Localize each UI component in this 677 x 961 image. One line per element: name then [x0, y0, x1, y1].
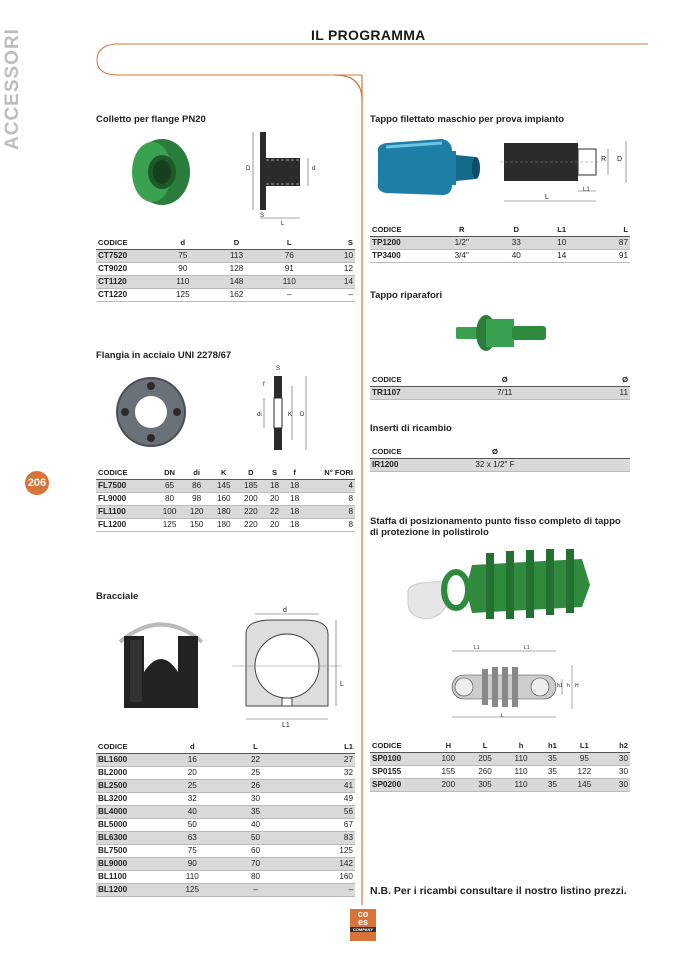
colletto-product-image	[122, 135, 192, 210]
cell: 1/2"	[430, 236, 494, 249]
cell: TR1107	[370, 386, 450, 399]
cell: 40	[229, 818, 283, 831]
cell: 155	[430, 765, 467, 778]
table-row	[96, 288, 355, 301]
cell: 32 x 1/2" F	[450, 458, 540, 471]
col-header: D	[237, 467, 264, 479]
bracciale-dim-L: L	[340, 681, 344, 688]
cell: 220	[237, 518, 264, 531]
tappo-filettato-product-image	[372, 133, 482, 203]
cell: 35	[539, 752, 566, 765]
cell: 18	[285, 479, 305, 492]
cell: 35	[539, 765, 566, 778]
cell: BL2500	[96, 779, 156, 792]
cell: TP1200	[370, 236, 430, 249]
table-row	[96, 857, 355, 870]
table-row	[370, 778, 630, 791]
company-logo	[350, 909, 376, 941]
bracciale-dim-d: d	[283, 607, 287, 614]
staffa-product-image	[402, 545, 602, 630]
col-header: L	[584, 224, 630, 236]
cell: BL4000	[96, 805, 156, 818]
section-title-staffa: Staffa di posizionamento punto fisso completo di tappo di protezione in polistirolo	[370, 516, 621, 538]
cell: BL7500	[96, 844, 156, 857]
cell: 67	[282, 818, 355, 831]
cell: 260	[467, 765, 504, 778]
cell: 35	[539, 778, 566, 791]
cell: 18	[285, 492, 305, 505]
flangia-dim-K: K	[288, 412, 293, 418]
cell: 32	[156, 792, 229, 805]
cell: 30	[603, 752, 630, 765]
cell: –	[229, 883, 283, 896]
tappo-dim-L1: L1	[583, 187, 590, 193]
cell: 50	[229, 831, 283, 844]
bracciale-table	[96, 741, 355, 897]
col-header: h	[503, 740, 538, 752]
bracciale-dim-L1: L1	[282, 722, 290, 729]
cell: 120	[183, 505, 210, 518]
cell: 83	[282, 831, 355, 844]
colletto-diagram	[238, 130, 328, 230]
cell: 33	[494, 236, 539, 249]
col-header: D	[210, 237, 264, 249]
col-header: f	[285, 467, 305, 479]
table-row	[370, 236, 630, 249]
col-header: S	[264, 467, 284, 479]
cell: 100	[430, 752, 467, 765]
table-row	[96, 262, 355, 275]
cell: 90	[156, 262, 210, 275]
col-header: L	[467, 740, 504, 752]
col-header: DN	[156, 467, 183, 479]
table-row	[96, 818, 355, 831]
cell: 7/11	[450, 386, 559, 399]
cell: 60	[229, 844, 283, 857]
cell: 98	[183, 492, 210, 505]
bracciale-diagram	[232, 606, 342, 731]
table-row	[370, 386, 630, 399]
section-title-tappo-filettato: Tappo filettato maschio per prova impianto	[370, 114, 565, 125]
cell: 32	[282, 766, 355, 779]
cell: 25	[229, 766, 283, 779]
cell: 56	[282, 805, 355, 818]
cell: FL7500	[96, 479, 156, 492]
staffa-dim-L1b: L1	[524, 645, 530, 651]
cell: 125	[156, 288, 210, 301]
col-header-empty	[540, 446, 630, 458]
col-header: N° FORI	[305, 467, 355, 479]
col-header: CODICE	[370, 446, 450, 458]
logo-subtext: COMPANY	[350, 927, 376, 932]
cell: 122	[566, 765, 603, 778]
colletto-table	[96, 237, 355, 302]
cell: SP0155	[370, 765, 430, 778]
col-header: d	[156, 237, 210, 249]
cell: 75	[156, 249, 210, 262]
cell: 63	[156, 831, 229, 844]
cell: –	[282, 883, 355, 896]
cell: 10	[539, 236, 584, 249]
colletto-dim-D: D	[246, 166, 251, 172]
flangia-product-image	[114, 375, 189, 450]
cell: 76	[263, 249, 315, 262]
table-row	[96, 831, 355, 844]
cell: 180	[210, 518, 237, 531]
col-header: K	[210, 467, 237, 479]
page-title: IL PROGRAMMA	[311, 27, 426, 43]
cell: 200	[430, 778, 467, 791]
col-header: CODICE	[370, 224, 430, 236]
tappo-riparafori-table	[370, 374, 630, 400]
cell: BL5000	[96, 818, 156, 831]
col-header: Ø	[450, 374, 559, 386]
cell: 305	[467, 778, 504, 791]
staffa-table	[370, 740, 630, 792]
col-header: L	[229, 741, 283, 753]
staffa-dim-h: h	[567, 683, 570, 689]
cell: 100	[156, 505, 183, 518]
cell: 18	[285, 505, 305, 518]
cell: FL1200	[96, 518, 156, 531]
cell: 22	[264, 505, 284, 518]
cell: 14	[315, 275, 355, 288]
cell: 220	[237, 505, 264, 518]
section-side-label: ACCESSORI	[2, 28, 23, 150]
cell: 90	[156, 857, 229, 870]
cell: 110	[263, 275, 315, 288]
cell: BL9000	[96, 857, 156, 870]
col-header: CODICE	[370, 740, 430, 752]
section-title-colletto: Colletto per flange PN20	[96, 114, 206, 125]
section-title-tappo-riparafori: Tappo riparafori	[370, 290, 443, 301]
flangia-dim-di: di	[257, 412, 262, 418]
cell: 185	[237, 479, 264, 492]
cell: CT9020	[96, 262, 156, 275]
col-header: h2	[603, 740, 630, 752]
col-header: H	[430, 740, 467, 752]
cell: 162	[210, 288, 264, 301]
col-header: L1	[539, 224, 584, 236]
cell: 142	[282, 857, 355, 870]
cell: 30	[229, 792, 283, 805]
cell: 80	[156, 492, 183, 505]
flangia-dim-f: f	[263, 382, 265, 388]
cell: 22	[229, 753, 283, 766]
cell: 8	[305, 492, 355, 505]
tappo-filettato-diagram	[500, 137, 640, 207]
cell: 4	[305, 479, 355, 492]
cell: 70	[229, 857, 283, 870]
colletto-dim-d: d	[312, 166, 316, 172]
section-title-inserti: Inserti di ricambio	[370, 423, 452, 434]
cell: 49	[282, 792, 355, 805]
cell: 110	[503, 778, 538, 791]
tappo-dim-L: L	[545, 194, 549, 201]
col-header: D	[494, 224, 539, 236]
table-row	[96, 518, 355, 531]
cell: 30	[603, 765, 630, 778]
table-row	[370, 752, 630, 765]
cell: TP3400	[370, 249, 430, 262]
cell: 8	[305, 518, 355, 531]
col-header: CODICE	[96, 467, 156, 479]
cell: 91	[584, 249, 630, 262]
colletto-dim-L: L	[281, 221, 285, 227]
section-title-flangia: Flangia in acciaio UNI 2278/67	[96, 350, 232, 361]
col-header: CODICE	[96, 741, 156, 753]
cell: CT1220	[96, 288, 156, 301]
table-row	[96, 870, 355, 883]
cell: 160	[282, 870, 355, 883]
cell: FL9000	[96, 492, 156, 505]
tappo-filettato-table	[370, 224, 630, 263]
cell: –	[263, 288, 315, 301]
tappo-riparafori-product-image	[452, 309, 552, 359]
col-header: L	[263, 237, 315, 249]
cell: 87	[584, 236, 630, 249]
cell: CT1120	[96, 275, 156, 288]
cell: 11	[559, 386, 630, 399]
table-row	[370, 765, 630, 778]
page-number-badge: 206	[25, 471, 49, 495]
cell: 41	[282, 779, 355, 792]
col-header: L1	[282, 741, 355, 753]
cell: 35	[229, 805, 283, 818]
col-header: S	[315, 237, 355, 249]
col-header: CODICE	[96, 237, 156, 249]
cell: 12	[315, 262, 355, 275]
cell: –	[315, 288, 355, 301]
cell: 20	[156, 766, 229, 779]
flangia-dim-D: D	[300, 412, 305, 418]
table-row	[96, 766, 355, 779]
cell: BL2000	[96, 766, 156, 779]
cell: SP0200	[370, 778, 430, 791]
inserti-table	[370, 446, 630, 472]
flangia-table	[96, 467, 355, 532]
cell: 110	[156, 275, 210, 288]
cell: 65	[156, 479, 183, 492]
col-header: di	[183, 467, 210, 479]
tappo-dim-R: R	[601, 156, 607, 163]
table-row	[96, 805, 355, 818]
table-row	[96, 844, 355, 857]
cell: IR1200	[370, 458, 450, 471]
cell: 110	[503, 765, 538, 778]
cell: 80	[229, 870, 283, 883]
cell: 125	[156, 883, 229, 896]
cell: 26	[229, 779, 283, 792]
flangia-dim-S: S	[276, 366, 281, 372]
table-row	[370, 249, 630, 262]
cell: 20	[264, 492, 284, 505]
cell: 75	[156, 844, 229, 857]
colletto-dim-S: S	[260, 213, 265, 219]
table-row	[96, 792, 355, 805]
cell: 10	[315, 249, 355, 262]
cell: 125	[282, 844, 355, 857]
staffa-dim-L: L	[501, 713, 504, 719]
logo-text: coes	[357, 909, 369, 927]
section-title-bracciale: Bracciale	[96, 591, 139, 602]
col-header: h1	[539, 740, 566, 752]
cell: 14	[539, 249, 584, 262]
staffa-dim-H: H	[575, 683, 579, 689]
col-header: CODICE	[370, 374, 450, 386]
cell: 200	[237, 492, 264, 505]
cell: FL1100	[96, 505, 156, 518]
cell	[540, 458, 630, 471]
cell: 160	[210, 492, 237, 505]
cell: 18	[285, 518, 305, 531]
cell: 145	[566, 778, 603, 791]
cell: BL6300	[96, 831, 156, 844]
cell: 27	[282, 753, 355, 766]
table-row	[96, 492, 355, 505]
cell: 8	[305, 505, 355, 518]
cell: 3/4"	[430, 249, 494, 262]
table-row	[96, 883, 355, 896]
col-header: R	[430, 224, 494, 236]
cell: 50	[156, 818, 229, 831]
cell: SP0100	[370, 752, 430, 765]
table-row	[96, 275, 355, 288]
staffa-dim-h1: h1	[557, 683, 563, 689]
cell: 150	[183, 518, 210, 531]
table-row	[370, 458, 630, 471]
cell: 110	[156, 870, 229, 883]
cell: 110	[503, 752, 538, 765]
tappo-dim-D: D	[617, 156, 623, 163]
table-row	[96, 779, 355, 792]
cell: 145	[210, 479, 237, 492]
cell: BL1100	[96, 870, 156, 883]
col-header: Ø	[450, 446, 540, 458]
staffa-dim-L1: L1	[474, 645, 480, 651]
cell: 128	[210, 262, 264, 275]
cell: 30	[603, 778, 630, 791]
table-row	[96, 479, 355, 492]
table-row	[96, 249, 355, 262]
cell: BL1600	[96, 753, 156, 766]
cell: 205	[467, 752, 504, 765]
col-header: Ø	[559, 374, 630, 386]
col-header: L1	[566, 740, 603, 752]
footer-note: N.B. Per i ricambi consultare il nostro listino prezzi.	[370, 885, 627, 897]
cell: 95	[566, 752, 603, 765]
cell: 20	[264, 518, 284, 531]
cell: BL3200	[96, 792, 156, 805]
cell: 40	[156, 805, 229, 818]
bracciale-product-image	[112, 612, 210, 712]
table-row	[96, 505, 355, 518]
col-header: d	[156, 741, 229, 753]
cell: 40	[494, 249, 539, 262]
cell: 180	[210, 505, 237, 518]
cell: 25	[156, 779, 229, 792]
table-row	[96, 753, 355, 766]
cell: BL1200	[96, 883, 156, 896]
cell: 18	[264, 479, 284, 492]
cell: 125	[156, 518, 183, 531]
cell: 16	[156, 753, 229, 766]
cell: 113	[210, 249, 264, 262]
cell: 86	[183, 479, 210, 492]
cell: 91	[263, 262, 315, 275]
cell: CT7520	[96, 249, 156, 262]
cell: 148	[210, 275, 264, 288]
